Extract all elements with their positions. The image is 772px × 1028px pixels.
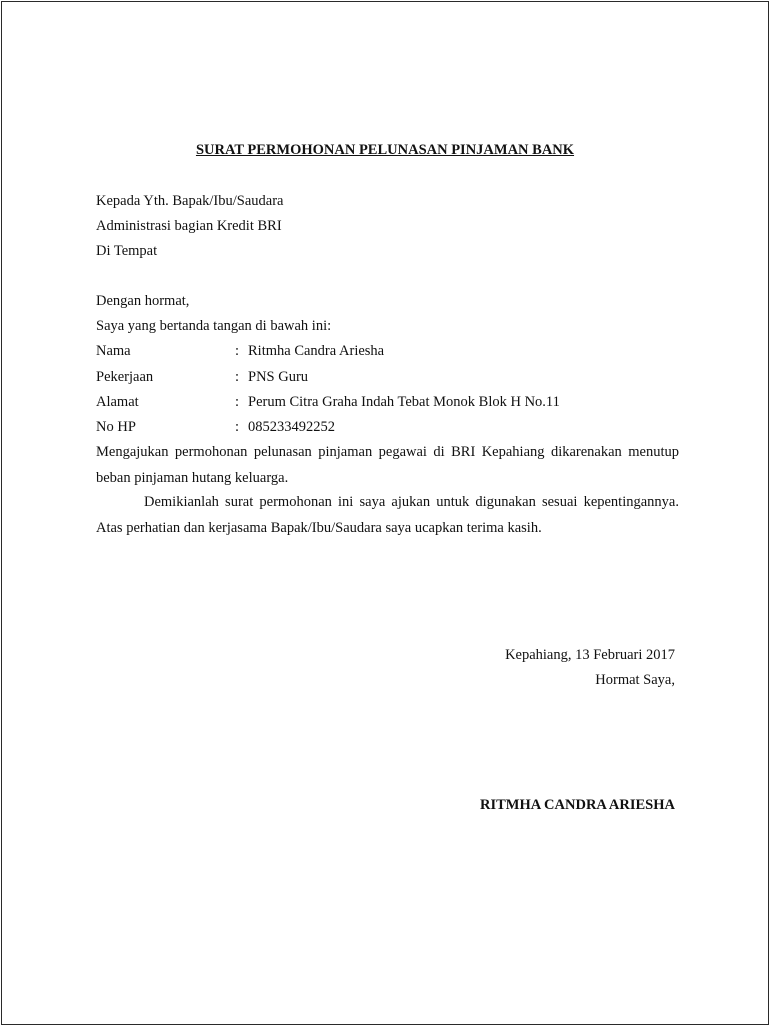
field-label-alamat: Alamat — [96, 394, 139, 410]
place-date: Kepahiang, 13 Februari 2017 — [505, 647, 675, 663]
field-label-nama: Nama — [96, 343, 131, 359]
recipient-line-3: Di Tempat — [96, 243, 158, 259]
field-colon: : — [235, 419, 240, 435]
field-colon: : — [235, 343, 240, 359]
field-colon: : — [235, 394, 240, 410]
greeting: Dengan hormat, — [96, 293, 190, 309]
field-value-nama: Ritmha Candra Ariesha — [248, 343, 385, 359]
recipient-line-2: Administrasi bagian Kredit BRI — [96, 218, 282, 234]
field-label-pekerjaan: Pekerjaan — [96, 369, 154, 385]
signature-name: RITMHA CANDRA ARIESHA — [480, 797, 675, 813]
field-label-no-hp: No HP — [96, 419, 136, 435]
regards: Hormat Saya, — [595, 672, 675, 688]
recipient-line-1: Kepada Yth. Bapak/Ibu/Saudara — [96, 193, 284, 209]
field-value-alamat: Perum Citra Graha Indah Tebat Monok Blok H No.11 — [248, 394, 560, 410]
closing-paragraph: Demikianlah surat permohonan ini saya ajukan untuk digunakan sesuai kepentingannya. Atas perhatian dan kerjasama Bapak/Ibu/Saudara saya ucapkan terima kasih. — [96, 494, 679, 536]
field-value-pekerjaan: PNS Guru — [248, 369, 309, 385]
body-paragraph: Mengajukan permohonan pelunasan pinjaman pegawai di BRI Kepahiang dikarenakan menutup beban pinjaman hutang keluarga. — [96, 444, 679, 486]
letter-title: SURAT PERMOHONAN PELUNASAN PINJAMAN BANK — [195, 142, 575, 158]
letter-page — [1, 1, 769, 1025]
intro-line: Saya yang bertanda tangan di bawah ini: — [96, 318, 332, 334]
field-colon: : — [235, 369, 240, 385]
field-value-no-hp: 085233492252 — [248, 419, 335, 435]
